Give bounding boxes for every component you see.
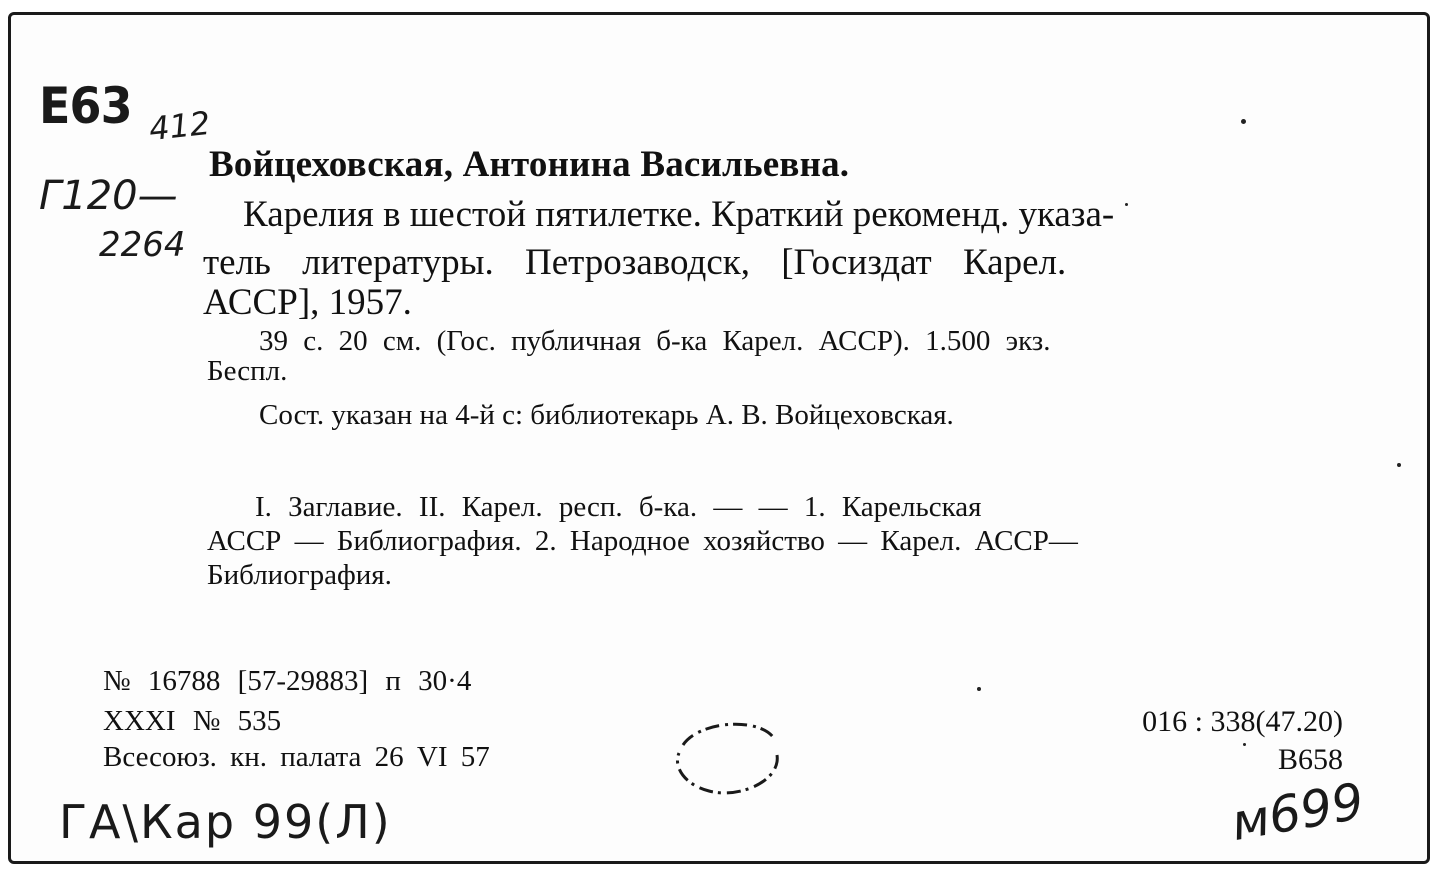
tracing-line-3: Библиография. bbox=[207, 559, 392, 591]
imprint-line-2: XXXI № 535 bbox=[103, 705, 282, 737]
author-mark-bottom: 2264 bbox=[99, 225, 186, 265]
compiler-note: Сост. указан на 4-й с: библиотекарь А. В. Войцеховская. bbox=[259, 399, 954, 431]
imprint-line-1: № 16788 [57-29883] п 30·4 bbox=[103, 665, 472, 697]
title-line-2: тель литературы. Петрозаводск, [Госиздат Карел. bbox=[203, 242, 1067, 283]
ink-speck bbox=[1243, 743, 1246, 746]
author-mark-top: Г120— bbox=[39, 173, 178, 219]
ink-speck bbox=[1125, 203, 1128, 206]
ink-speck bbox=[977, 687, 981, 691]
title-line-1: Карелия в шестой пятилетке. Краткий рекоменд. указа- bbox=[243, 194, 1115, 235]
ink-speck bbox=[1241, 119, 1246, 124]
collation: 39 с. 20 см. (Гос. публичная б-ка Карел. АССР). 1.500 экз. bbox=[259, 325, 1051, 357]
author-sign: В658 bbox=[1277, 743, 1343, 776]
shelfmark-subnumber: 412 bbox=[147, 103, 212, 149]
price-note: Беспл. bbox=[207, 355, 288, 387]
handwritten-code-right: м699 bbox=[1227, 771, 1369, 853]
stamp-mark-icon bbox=[669, 715, 787, 801]
author-heading: Войцеховская, Антонина Васильевна. bbox=[209, 144, 850, 185]
tracing-line-1: I. Заглавие. II. Карел. респ. б-ка. — — 1. Карельская bbox=[255, 491, 982, 523]
title-line-3: АССР], 1957. bbox=[203, 282, 412, 323]
classification-number: 016 : 338(47.20) bbox=[1142, 705, 1343, 738]
handwritten-code-left: ГА\Кар 99(Л) bbox=[59, 795, 392, 849]
tracing-line-2: АССР — Библиография. 2. Народное хозяйство — Карел. АССР— bbox=[207, 525, 1078, 557]
ink-speck bbox=[1397, 463, 1401, 467]
catalog-card bbox=[8, 12, 1430, 864]
imprint-line-3: Всесоюз. кн. палата 26 VI 57 bbox=[103, 741, 490, 773]
shelfmark: E63 bbox=[39, 77, 132, 135]
